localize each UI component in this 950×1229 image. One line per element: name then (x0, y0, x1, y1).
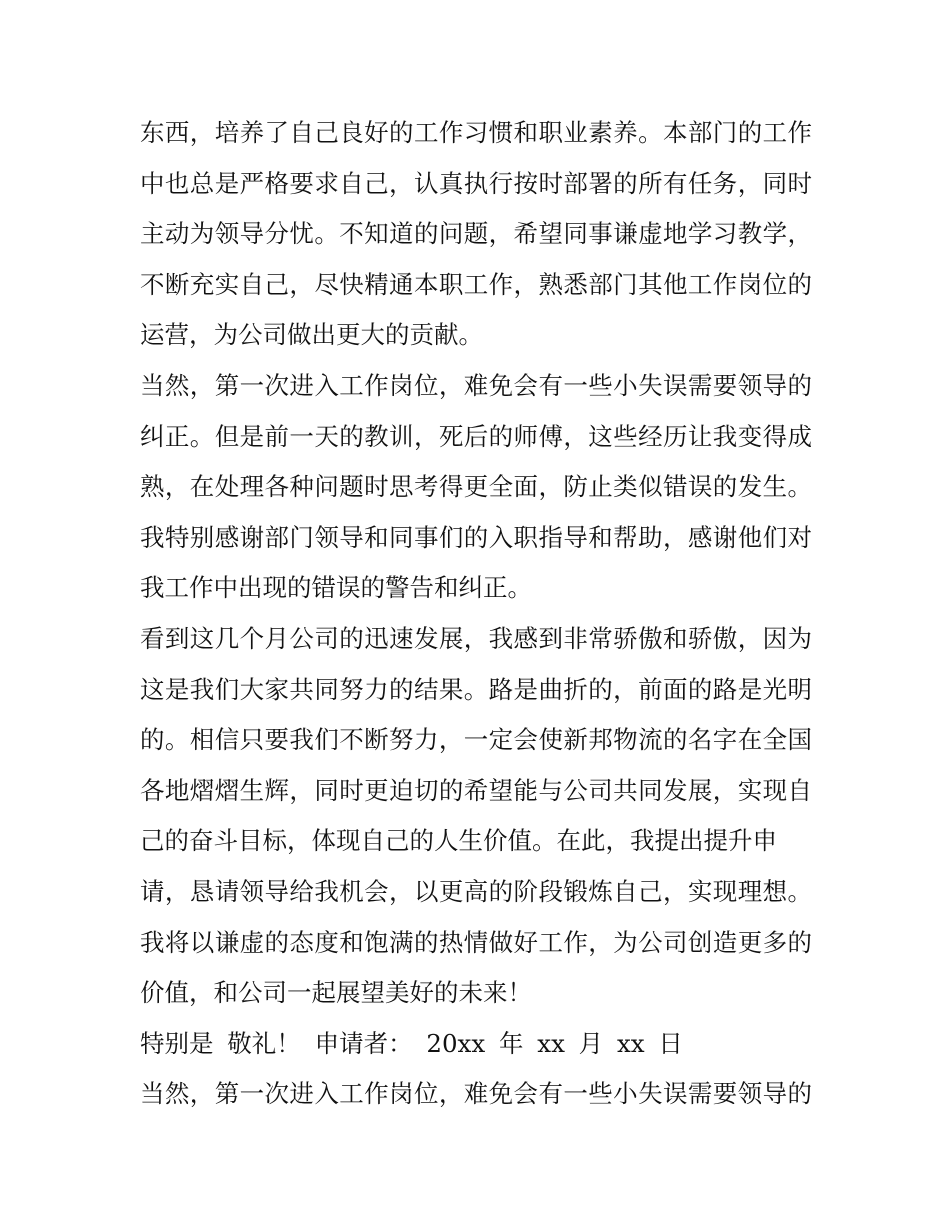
text-line-14: 各地熠熠生辉，同时更迫切的希望能与公司共同发展，实现自 (140, 775, 812, 805)
text-line-18: 价值，和公司一起展望美好的未来！ (140, 978, 532, 1008)
text-line-11: 看到这几个月公司的迅速发展，我感到非常骄傲和骄傲，因为 (140, 623, 812, 653)
document-body (140, 108, 812, 1120)
text-line-10: 我工作中出现的错误的警告和纠正。 (140, 573, 532, 603)
text-line-6: 当然，第一次进入工作岗位，难免会有一些小失误需要领导的 (140, 370, 812, 400)
text-line-15: 己的奋斗目标，体现自己的人生价值。在此，我提出提升申 (140, 826, 777, 856)
text-line-13: 的。相信只要我们不断努力，一定会使新邦物流的名字在全国 (140, 725, 812, 755)
text-line-16: 请，恳请领导给我机会，以更高的阶段锻炼自己，实现理想。 (140, 876, 812, 906)
text-line-5: 运营，为公司做出更大的贡献。 (140, 320, 483, 350)
text-line-2: 中也总是严格要求自己，认真执行按时部署的所有任务，同时 (140, 168, 812, 198)
text-line-8: 熟，在处理各种问题时思考得更全面，防止类似错误的发生。 (140, 472, 812, 502)
text-line-20: 当然，第一次进入工作岗位，难免会有一些小失误需要领导的 (140, 1079, 812, 1109)
signature-line: 特别是 敬礼！ 申请者： 20xx 年 xx 月 xx 日 (140, 1028, 683, 1058)
text-line-3: 主动为领导分忧。不知道的问题，希望同事谦虚地学习教学， (140, 219, 812, 249)
text-line-12: 这是我们大家共同努力的结果。路是曲折的，前面的路是光明 (140, 674, 812, 704)
text-line-4: 不断充实自己，尽快精通本职工作，熟悉部门其他工作岗位的 (140, 269, 812, 299)
text-line-9: 我特别感谢部门领导和同事们的入职指导和帮助，感谢他们对 (140, 522, 812, 552)
text-line-7: 纠正。但是前一天的教训，死后的师傅，这些经历让我变得成 (140, 421, 812, 451)
text-line-17: 我将以谦虚的态度和饱满的热情做好工作，为公司创造更多的 (140, 927, 812, 957)
text-line-1: 东西，培养了自己良好的工作习惯和职业素养。本部门的工作 (140, 118, 812, 147)
